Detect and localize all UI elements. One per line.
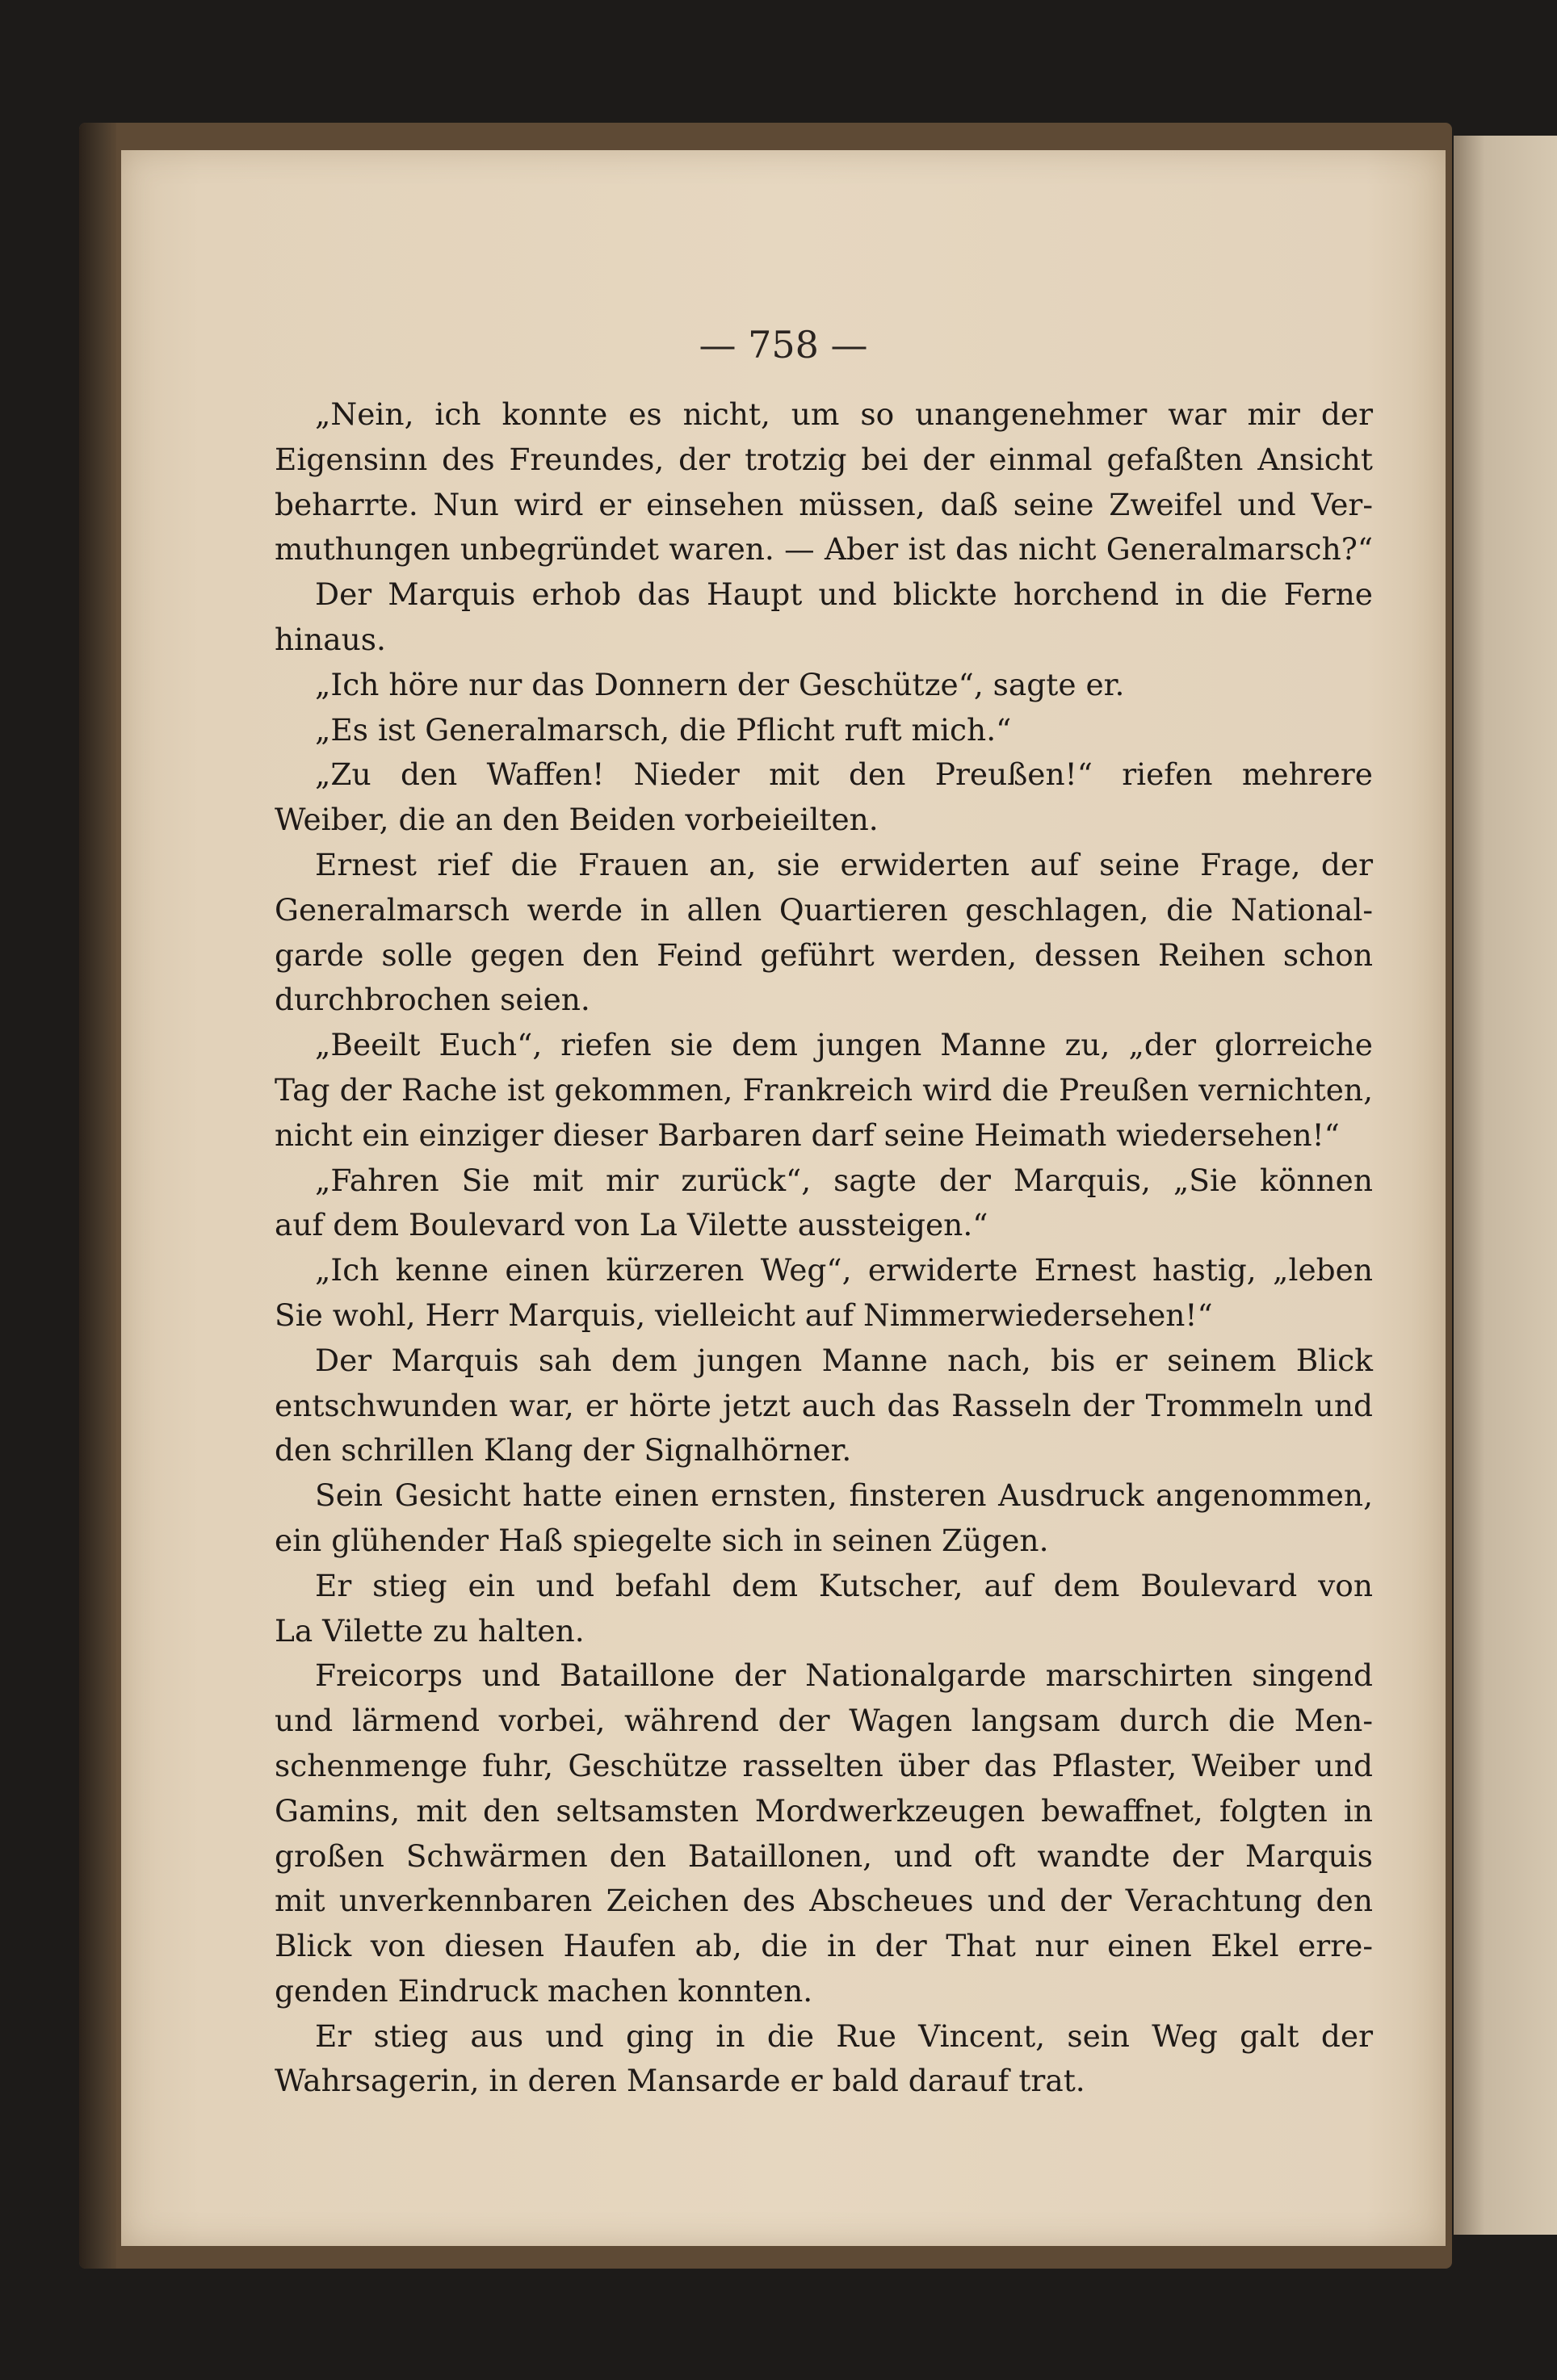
text-line: mit unverkennbaren Zeichen des Abscheues und der Verachtung den	[275, 1883, 1373, 1919]
text-line: La Vilette zu halten.	[275, 1612, 585, 1649]
text-line: hinaus.	[275, 621, 386, 657]
text-line: großen Schwärmen den Bataillonen, und oft wandte der Marquis	[275, 1837, 1373, 1874]
text-line: beharrte. Nun wird er einsehen müssen, daß seine Zweifel und Ver-	[275, 486, 1373, 522]
text-line: durchbrochen seien.	[275, 982, 590, 1018]
text-line: ein glühender Haß spiegelte sich in seinen Zügen.	[275, 1522, 1049, 1558]
text-line: Gamins, mit den seltsamsten Mordwerkzeugen bewaffnet, folgten in	[275, 1792, 1373, 1829]
book-spine	[79, 123, 116, 2269]
text-line: Blick von diesen Haufen ab, die in der That nur einen Ekel erre-	[275, 1928, 1373, 1964]
text-line: Freicorps und Bataillone der Nationalgarde marschirten singend	[315, 1657, 1373, 1694]
text-line: Der Marquis erhob das Haupt und blickte horchend in die Ferne	[315, 576, 1373, 613]
text-line: den schrillen Klang der Signalhörner.	[275, 1432, 852, 1469]
text-line: schenmenge fuhr, Geschütze rasselten über das Pflaster, Weiber und	[275, 1747, 1373, 1783]
text-line: und lärmend vorbei, während der Wagen langsam durch die Men-	[275, 1703, 1373, 1739]
text-line: Tag der Rache ist gekommen, Frankreich wird die Preußen vernichten,	[275, 1071, 1373, 1108]
page-number: — 758 —	[699, 323, 868, 367]
text-line: Wahrsagerin, in deren Mansarde er bald darauf trat.	[275, 2063, 1085, 2099]
text-line: „Nein, ich konnte es nicht, um so unangenehmer war mir der	[315, 396, 1373, 432]
text-line: Er stieg ein und befahl dem Kutscher, auf dem Boulevard von	[315, 1567, 1373, 1603]
facing-page-edge	[1454, 136, 1557, 2235]
text-line: „Ich kenne einen kürzeren Weg“, erwiderte Ernest hastig, „leben	[315, 1252, 1373, 1288]
text-line: Eigensinn des Freundes, der trotzig bei der einmal gefaßten Ansicht	[275, 441, 1373, 477]
text-line: „Zu den Waffen! Nieder mit den Preußen!“ riefen mehrere	[315, 756, 1373, 793]
text-line: Der Marquis sah dem jungen Manne nach, bis er seinem Blick	[315, 1342, 1373, 1378]
text-line: „Fahren Sie mit mir zurück“, sagte der Marquis, „Sie können	[315, 1162, 1373, 1198]
text-line: garde solle gegen den Feind geführt werden, dessen Reihen schon	[275, 936, 1373, 973]
text-line: Generalmarsch werde in allen Quartieren geschlagen, die National-	[275, 891, 1373, 928]
text-line: nicht ein einziger dieser Barbaren darf seine Heimath wiedersehen!“	[275, 1117, 1340, 1153]
book-page	[121, 150, 1446, 2246]
text-line: genden Eindruck machen konnten.	[275, 1972, 813, 2009]
text-line: muthungen unbegründet waren. — Aber ist das nicht Generalmarsch?“	[275, 531, 1373, 568]
text-line: Sein Gesicht hatte einen ernsten, finsteren Ausdruck angenommen,	[315, 1477, 1373, 1514]
text-line: Sie wohl, Herr Marquis, vielleicht auf Nimmerwiedersehen!“	[275, 1297, 1213, 1333]
text-line: Weiber, die an den Beiden vorbeieilten.	[275, 802, 879, 838]
text-line: „Beeilt Euch“, riefen sie dem jungen Manne zu, „der glorreiche	[315, 1027, 1373, 1063]
text-line: Er stieg aus und ging in die Rue Vincent, sein Weg galt der	[315, 2018, 1373, 2054]
page-text	[275, 392, 1373, 2104]
text-line: entschwunden war, er hörte jetzt auch das Rasseln der Trommeln und	[275, 1387, 1373, 1423]
text-line: Ernest rief die Frauen an, sie erwiderten auf seine Frage, der	[315, 846, 1373, 882]
text-line: auf dem Boulevard von La Vilette aussteigen.“	[275, 1207, 988, 1243]
text-line: „Ich höre nur das Donnern der Geschütze“, sagte er.	[315, 666, 1125, 702]
text-line: „Es ist Generalmarsch, die Pflicht ruft mich.“	[315, 711, 1012, 748]
